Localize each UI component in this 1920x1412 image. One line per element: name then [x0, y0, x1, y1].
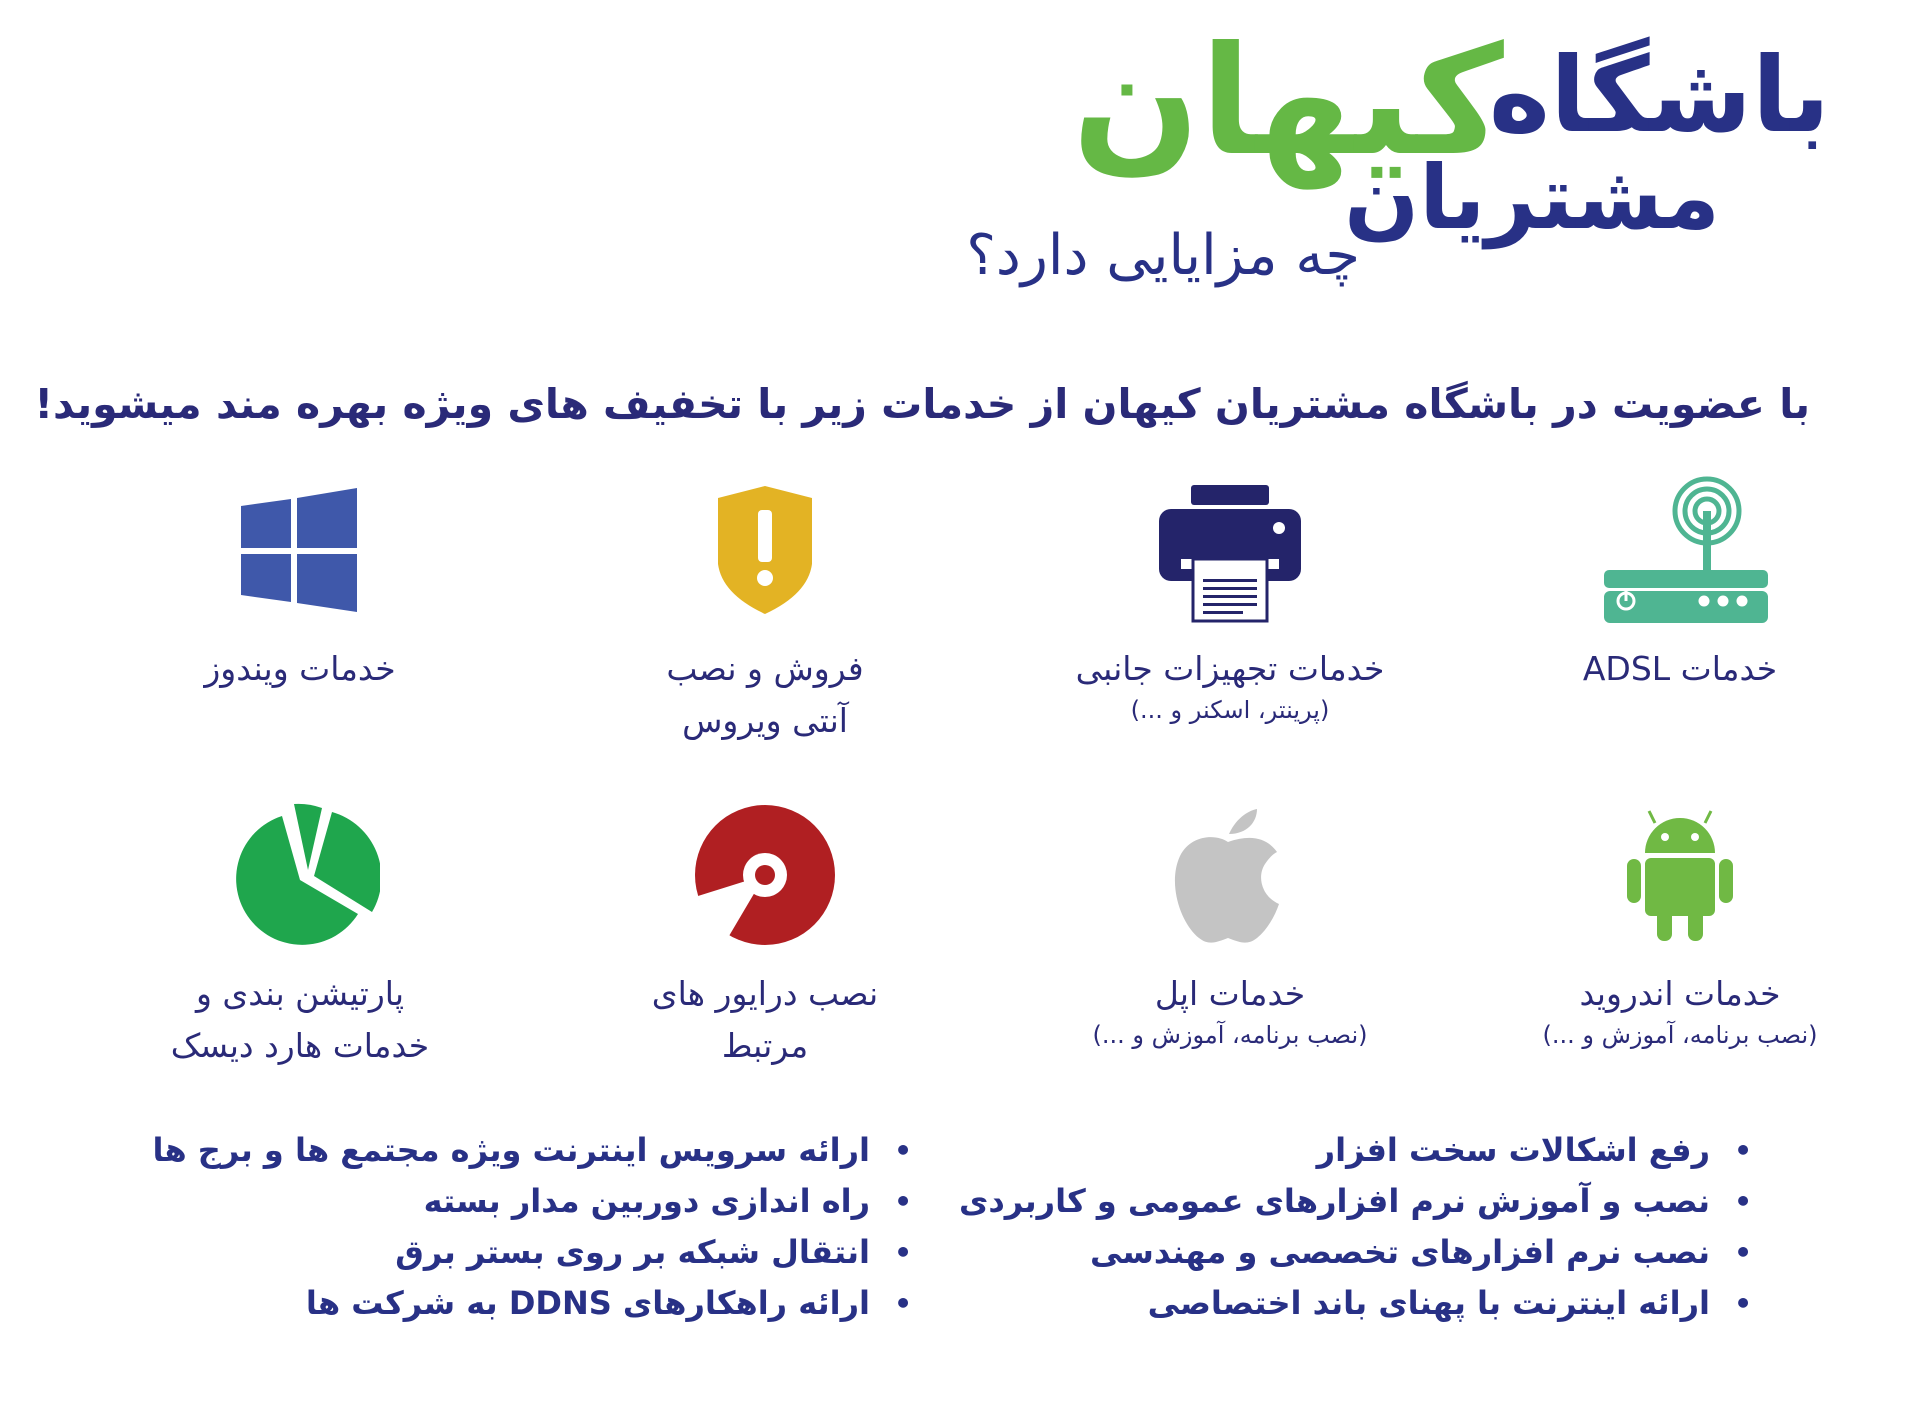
- brand-name: کیهان: [1072, 15, 1504, 189]
- service-windows: [80, 475, 520, 695]
- service-apple: [1010, 800, 1450, 1050]
- pie-chart-icon: [80, 800, 520, 950]
- service-sublabel: (نصب برنامه، آموزش و ...): [1542, 1021, 1818, 1049]
- service-peripherals: [1010, 475, 1450, 725]
- apple-logo-icon: [1010, 800, 1450, 950]
- service-label: خدمات ویندوز: [204, 649, 396, 688]
- list-item: • ارائه اینترنت با پهنای باند اختصاصی: [959, 1278, 1760, 1329]
- service-sublabel: (پرینتر، اسکنر و ...): [1130, 696, 1330, 724]
- service-label: خدمات ADSL: [1582, 649, 1778, 688]
- list-item: • نصب و آموزش نرم افزارهای عمومی و کاربردی: [959, 1176, 1760, 1227]
- list-item: • ارائه راهکارهای DDNS به شرکت ها: [152, 1278, 920, 1329]
- android-icon: [1460, 800, 1900, 950]
- printer-icon: [1010, 475, 1450, 625]
- service-label-line2: آنتی ویروس: [682, 701, 848, 740]
- service-label: خدمات تجهیزات جانبی: [1075, 649, 1385, 688]
- service-label: خدمات اندروید: [1579, 974, 1781, 1013]
- intro-text: با عضویت در باشگاه مشتریان کیهان از خدمات زیر با تخفیف های ویژه بهره مند میشوید!: [34, 380, 1810, 428]
- title-club: باشگاه: [1488, 34, 1830, 156]
- title-question: چه مزایایی دارد؟: [966, 223, 1360, 288]
- service-antivirus: [545, 475, 985, 747]
- service-adsl: [1460, 475, 1900, 695]
- service-label: نصب درایور های: [651, 974, 879, 1013]
- service-label: فروش و نصب: [666, 649, 864, 688]
- list-item: • راه اندازی دوربین مدار بسته: [152, 1176, 920, 1227]
- service-label: خدمات اپل: [1154, 974, 1306, 1013]
- list-item: • نصب نرم افزارهای تخصصی و مهندسی: [959, 1227, 1760, 1278]
- service-drivers: [545, 800, 985, 1072]
- shield-warning-icon: [545, 475, 985, 625]
- service-android: [1460, 800, 1900, 1050]
- router-icon: [1460, 475, 1900, 625]
- disc-icon: [545, 800, 985, 950]
- title-members: مشتریان: [1344, 146, 1720, 249]
- service-label: پارتیشن بندی و: [195, 974, 405, 1013]
- benefits-list-left: [152, 1125, 920, 1329]
- service-label-line2: خدمات هارد دیسک: [170, 1026, 430, 1065]
- service-label-line2: مرتبط: [721, 1026, 809, 1065]
- service-partitioning: [80, 800, 520, 1072]
- service-sublabel: (نصب برنامه، آموزش و ...): [1092, 1021, 1368, 1049]
- benefits-list-right: [959, 1125, 1760, 1329]
- windows-logo-icon: [80, 475, 520, 625]
- list-item: • رفع اشکالات سخت افزار: [959, 1125, 1760, 1176]
- list-item: • انتقال شبکه بر روی بستر برق: [152, 1227, 920, 1278]
- list-item: • ارائه سرویس اینترنت ویژه مجتمع ها و برج ها: [152, 1125, 920, 1176]
